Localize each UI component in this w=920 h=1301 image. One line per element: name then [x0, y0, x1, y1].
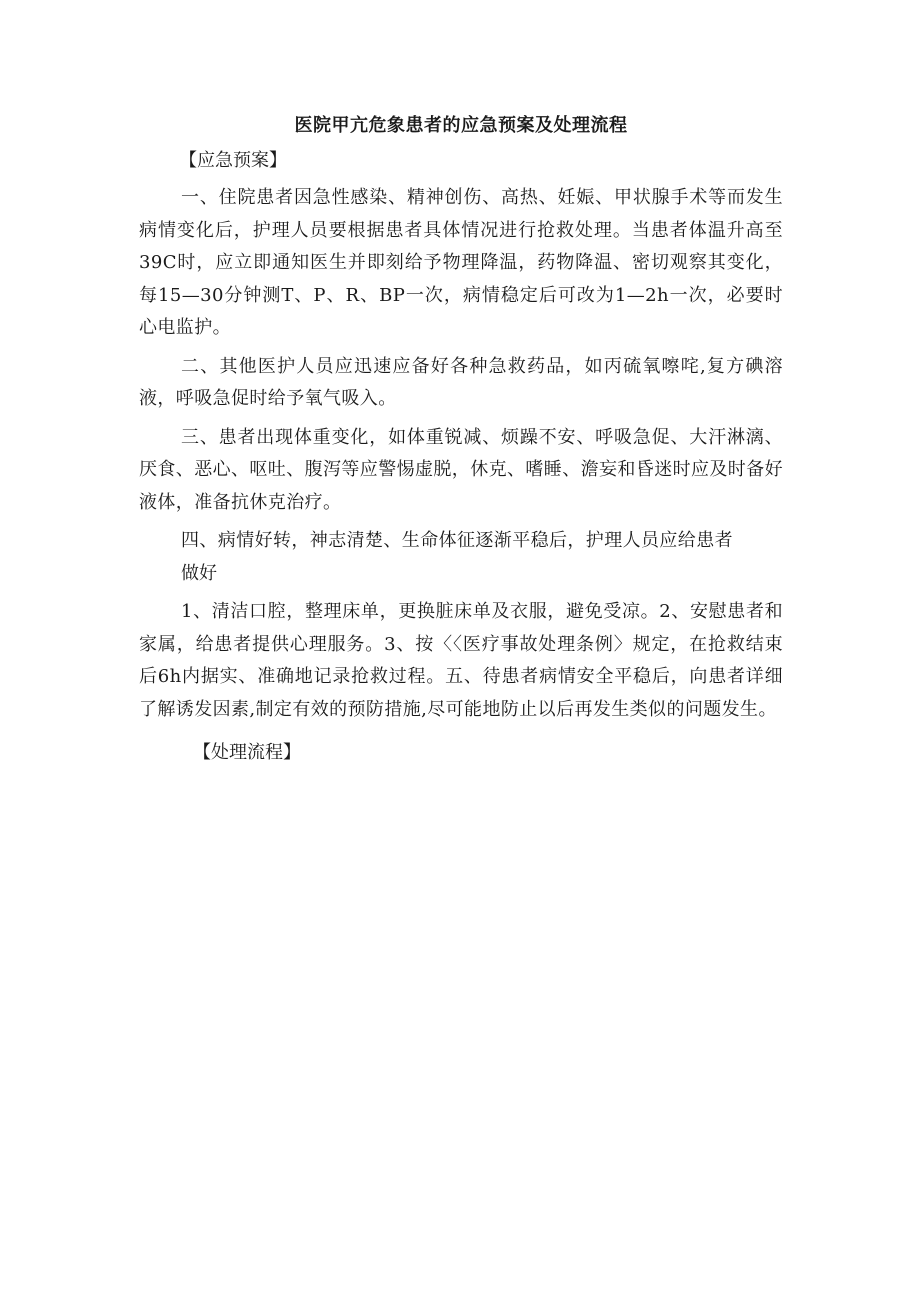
document-title: 医院甲亢危象患者的应急预案及处理流程: [294, 115, 628, 136]
paragraph-4: 四、病情好转，神志清楚、生命体征逐渐平稳后，护理人员应给患者: [181, 530, 733, 551]
paragraph-1: 一、住院患者因急性感染、精神创伤、高热、妊娠、甲状腺手术等而发生病情变化后，护理人员要根据患者具体情况进行抢救处理。当患者体温升高至39C时，应立即通知医生并即刻给予物理降温，药物降温、密切观察其变化，每15—30分钟测T、P、R、BP一次，病情稳定后可改为1—2h一次，必要时心电监护。: [139, 187, 783, 338]
paragraph-5: 1、清洁口腔，整理床单，更换脏床单及衣服，避免受凉。2、安慰患者和家属，给患者提供心理服务。3、按〈〈医疗事故处理条例〉规定，在抢救结束后6h内据实、准确地记录抢救过程。五、待患者病情安全平稳后，向患者详细了解诱发因素,制定有效的预防措施,尽可能地防止以后再发生类似的问题发生。: [139, 601, 783, 720]
paragraph-3: 三、患者出现体重变化，如体重锐减、烦躁不安、呼吸急促、大汗淋漓、厌食、恶心、呕吐、腹泻等应警惕虚脱，休克、嗜睡、澹妄和昏迷时应及时备好液体，准备抗休克治疗。: [139, 426, 783, 513]
document-page: [139, 112, 783, 774]
paragraph-2: 二、其他医护人员应迅速应备好各种急救药品，如丙硫氧嚓咤,复方碘溶液，呼吸急促时给予氧气吸入。: [139, 355, 783, 409]
section-heading-process-flow: 【处理流程】: [193, 742, 301, 763]
section-heading-emergency-plan: 【应急预案】: [179, 150, 287, 171]
paragraph-4-continuation: 做好: [181, 562, 217, 584]
